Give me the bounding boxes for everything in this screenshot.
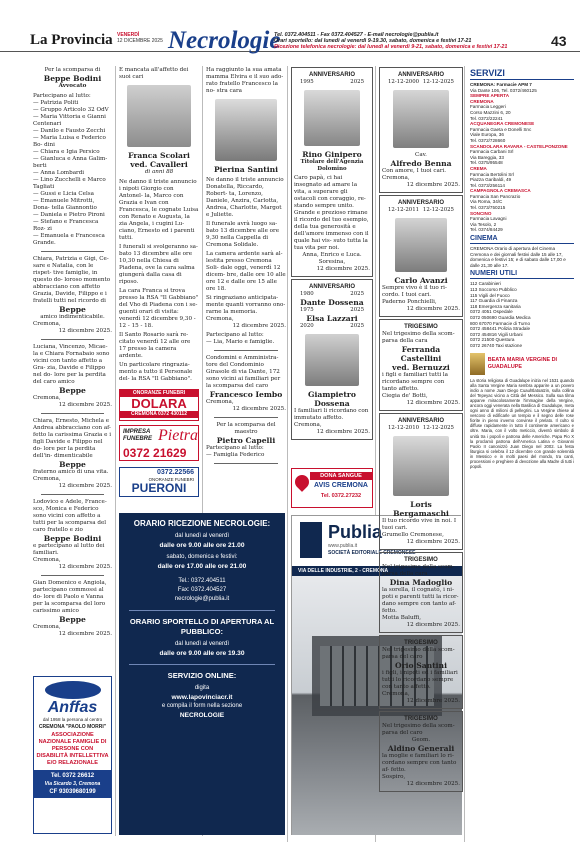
deceased-name-married: ved. Bernuzzi bbox=[392, 363, 450, 372]
publia-logo-mark bbox=[300, 522, 322, 558]
year-end: 2025 bbox=[350, 323, 364, 329]
notice-place: Cremona, bbox=[33, 476, 61, 482]
pharmacy-line: Farmacia Carbani Srl bbox=[470, 149, 514, 155]
pharmacy-line: Farmacia Bertolini Srl bbox=[470, 171, 514, 177]
deceased-name: Beppe bbox=[59, 460, 86, 469]
pharmacy-heading: CREMONA: Farmacie APM 7 bbox=[470, 82, 532, 87]
deceased-name: Aldino Generali bbox=[387, 744, 455, 753]
online-url[interactable]: www.lapovinciacr.it bbox=[171, 694, 233, 701]
pueroni-ad bbox=[119, 467, 199, 497]
list-item: — Maria Vittoria e Gianni Centenari bbox=[33, 114, 106, 127]
year-start: 2020 bbox=[300, 323, 314, 329]
notice-label: ANNIVERSARIO bbox=[308, 72, 355, 78]
pharmacy-line: Tel. 0373/750215 bbox=[470, 205, 506, 211]
newspaper-logo: La Provincia bbox=[30, 32, 113, 48]
list-item: — Stefano e Francesca Roz- zi bbox=[33, 219, 99, 232]
pharmacy-line: SEMPRE APERTA bbox=[470, 93, 510, 99]
dolara-name: DOLARA bbox=[131, 396, 187, 411]
notice-text: Lodovico e Adele, France- sco, Monica e Federico sono vicini con affetto a tutti per la scomparsa del caro fratello e zio bbox=[33, 499, 107, 533]
deceased-name: Beppe bbox=[59, 305, 86, 314]
date-end: 12-12-2025 bbox=[422, 79, 454, 85]
contact-line-3: Ricezione telefonica necrologie: dal lunedì al venerdì 9-21, sabato, domenica e festivi 17-21 bbox=[274, 44, 508, 51]
pharmacy-line: Tel. 0372/728660 bbox=[470, 137, 506, 143]
obituary-notice bbox=[33, 67, 112, 247]
year-start: 1975 bbox=[300, 307, 314, 313]
anffas-ad bbox=[33, 676, 112, 834]
services-sidebar bbox=[470, 67, 574, 469]
notice-text: la sorella, il cognato, i ni- poti e parenti tutti la ricor- dano sempre con tanto af- fetto. bbox=[382, 587, 459, 614]
list-item: — Patrizia Politi bbox=[33, 100, 79, 106]
funeral-info: I funerali si svolgeranno sa- bato 13 dicembre alle ore 10,30 nella Chiesa di Piadena, ove la cara salma giungerà dalla casa di riposo. bbox=[119, 244, 198, 285]
deceased-name: Dina Madoglio bbox=[389, 578, 453, 587]
list-item: — Emanuela e Francesca Grande. bbox=[33, 233, 105, 246]
pharmacy-line: SONCINO bbox=[470, 210, 492, 216]
phone-number: 113 Soccorso Pubblico bbox=[470, 287, 517, 292]
dolara-phone: CREMONA 0372 430112 bbox=[120, 411, 198, 418]
anniversary-notice bbox=[379, 195, 463, 317]
date-start: 12-12-2010 bbox=[388, 425, 420, 431]
notice-text: I familiari li ricordano con immutato affetto. bbox=[294, 408, 369, 421]
cinema-text: CREMONA Orario di apertura del Cinema Cremona e dei giornali festivi dalle 15 alle 17, domenica e festivi 15; e di sabato dalle 17,00 e dalle 21,30 alle 17. bbox=[470, 246, 566, 268]
separator bbox=[214, 417, 278, 418]
pharmacy-line: Via Roma, 34/C bbox=[470, 199, 503, 205]
deceased-name: Rino Ginipero bbox=[302, 150, 362, 159]
pharmacy-list bbox=[470, 88, 574, 233]
page-header bbox=[0, 0, 580, 52]
notice-date: 12 dicembre 2025. bbox=[406, 400, 460, 406]
deceased-title: Avvocato bbox=[58, 83, 87, 89]
section-title: Necrologie bbox=[168, 27, 281, 54]
deceased-honorific: Cav. bbox=[415, 152, 427, 158]
trigesimo-notice bbox=[379, 552, 463, 633]
trigesimo-notice bbox=[379, 319, 463, 411]
list-intro: Partecipano al lutto: bbox=[206, 332, 264, 338]
deceased-photo bbox=[393, 436, 449, 496]
notice-text: Ne danno il triste annuncio Donatella, Riccardo, Robert- ta, Lorenzo, Daniele, Anzira, Carlotta, Andrea, Charlotte, Margot e Juliette. bbox=[206, 177, 284, 218]
funeral-info: Il funerale avrà luogo sa- bato 13 dicembre alle ore 9,30 nella Cappella di Cremona Solidale. bbox=[206, 221, 280, 248]
pueroni-name: PUERONI bbox=[131, 481, 187, 495]
notice-text: i figli e familiari tutti la ricordano sempre con tanto affetto. bbox=[382, 372, 449, 392]
deceased-name: Giampietro Dossena bbox=[308, 390, 356, 408]
pharmacy-line: Tel. 0373/256114 bbox=[470, 182, 505, 188]
separator bbox=[214, 463, 278, 464]
obituary-notice bbox=[33, 499, 112, 571]
pueroni-subtitle: ONORANZE FUNEBRI bbox=[148, 477, 194, 482]
notice-date: 12 dicembre 2025. bbox=[406, 698, 460, 704]
pharmacy-line: Tel. 0375/95548 bbox=[470, 160, 503, 166]
notice-intro: Nel trigesimo della scom- parsa della cara bbox=[382, 564, 455, 577]
separator bbox=[41, 575, 104, 576]
anniversary-notice bbox=[291, 67, 373, 277]
pharmacy-line: CREMONA bbox=[470, 98, 494, 104]
anffas-fiscal-code: CF 93039680199 bbox=[49, 789, 96, 795]
anffas-association: ASSOCIAZIONE NAZIONALE FAMIGLIE DI PERSONE CON DISABILITÀ INTELLETTIVA E/O RELAZIONALE bbox=[36, 732, 109, 766]
notice-text: Con amore, I tuoi cari. bbox=[382, 168, 447, 174]
notice-text: amico indimenticabile. bbox=[40, 314, 105, 320]
notice-text: Il tuo ricordo vive in noi. I tuoi cari. bbox=[382, 518, 457, 531]
notice-place: Soresina, bbox=[318, 259, 346, 265]
obituary-column-5 bbox=[379, 67, 463, 794]
notice-place: Cremona, bbox=[206, 399, 234, 405]
notice-date: 12 dicembre 2025. bbox=[316, 429, 370, 435]
list-intro: Partecipano al lutto: bbox=[33, 93, 91, 99]
pietra-impresa: IMPRESA bbox=[123, 429, 151, 435]
anniversary-notice bbox=[379, 67, 463, 193]
obituary-column-2 bbox=[119, 67, 199, 385]
notice-date: 12 dicembre 2025. bbox=[58, 328, 112, 334]
date-end: 12-12-2025 bbox=[422, 207, 454, 213]
online-step-2: e compila il form nella sezione bbox=[161, 703, 243, 709]
pharmacy-line: Viale Europa, 36 bbox=[470, 132, 504, 138]
year-end: 2025 bbox=[350, 291, 364, 297]
contact-line-2: Orari sportello: dal lunedì al venerdì 9-19.30, sabato, domenica e festivi 17-21 bbox=[274, 38, 472, 45]
contact-line-1: Tel. 0372.404511 - Fax 0372.404527 - E-mail necrologie@publia.it bbox=[274, 32, 439, 38]
reception-weekend-hours: dalle ore 17.00 alle ore 21.00 bbox=[157, 563, 247, 570]
pharmacy-line: CAMPAGNOLA CREMASCA bbox=[470, 188, 531, 194]
anffas-logo bbox=[45, 681, 101, 699]
column-divider bbox=[464, 66, 465, 842]
useful-numbers-list bbox=[470, 281, 574, 348]
counter-title: ORARIO SPORTELLO DI APERTURA AL PUBBLICO: bbox=[129, 617, 275, 636]
anffas-address: Via Sicardo 3, Cremona bbox=[44, 781, 101, 787]
notice-place: Motta Baluffi, bbox=[382, 615, 422, 621]
list-item: — Chiara e Igia Persico bbox=[33, 149, 100, 155]
list-item: — Anna Lombardi bbox=[33, 170, 85, 176]
deceased-name: Carlo Avanzi bbox=[394, 276, 448, 285]
reception-title: ORARIO RICEZIONE NECROLOGIE: bbox=[133, 519, 271, 528]
notice-text: i figli, i nipoti ed i familiari tutti lo ricordano sempre con tanto affetto. bbox=[382, 670, 458, 690]
avis-name: AVIS CREMONA bbox=[314, 482, 368, 489]
publia-name: Publia bbox=[328, 522, 383, 542]
notice-text: Ne danno il triste annuncio i nipoti Giorgio con Antonel- la, Marco con Grazia e Ivan con Francesca, le cognate Luisa con Renato e Augusta, la zia Angela, i cugini Lu- ciano, Ernesto ed i parenti tutti. bbox=[119, 179, 199, 241]
notice-date: 12 dicembre 2025. bbox=[406, 539, 460, 545]
separator bbox=[214, 350, 278, 351]
notice-date: 12 dicembre 2025. bbox=[58, 631, 112, 637]
notice-label: TRIGESIMO bbox=[404, 324, 438, 330]
pharmacy-line: Via Dante 106, Tel. 0372/460125 bbox=[470, 87, 537, 93]
obituary-notice bbox=[33, 256, 112, 335]
pharmacy-line: Piazza Garibaldi, 49 bbox=[470, 177, 512, 183]
deceased-name-married: ved. Cavalleri bbox=[130, 160, 188, 169]
notice-place: Cremona, bbox=[382, 691, 410, 697]
deceased-photo bbox=[215, 99, 277, 161]
notice-text: fraterno amico di una vita. bbox=[33, 469, 109, 475]
deceased-photo bbox=[127, 85, 191, 147]
pharmacy-line: Farmacia Gaeta e Donelli Snc bbox=[470, 126, 532, 132]
notice-intro: Per la scomparsa di bbox=[44, 67, 101, 73]
reception-email: necrologie@publia.it bbox=[174, 596, 230, 602]
notice-date: 12 dicembre 2025. bbox=[406, 622, 460, 628]
deceased-name: Alfredo Benna bbox=[390, 159, 452, 168]
notice-intro: Per la scomparsa del maestro bbox=[216, 422, 276, 435]
anffas-name: Anffas bbox=[47, 699, 98, 716]
date-start: 12-12-2011 bbox=[388, 207, 420, 213]
obituary-notice bbox=[33, 344, 112, 409]
notice-label: TRIGESIMO bbox=[404, 716, 438, 722]
notice-place: Paderno Ponchielli, bbox=[382, 299, 437, 305]
counter-hours: dalle ore 9.00 alle ore 19.30 bbox=[159, 650, 245, 657]
publia-website: www.publia.it bbox=[328, 543, 358, 549]
deceased-name: Ferranda Castellini bbox=[400, 345, 442, 363]
notice-date: 12 dicembre 2025. bbox=[58, 483, 112, 489]
visiting-info: La camera ardente sarà al- lestita presso Cremona Soli- dale oggi, venerdì 12 dicem- bre, dalle ore 10 alle ore 12 e dalle ore 15 alle ore 18. bbox=[206, 251, 286, 292]
phone-number: 0372 26740 Taxi stazione bbox=[470, 342, 523, 348]
phone-number: 118 Emergenza sanitaria bbox=[470, 303, 521, 309]
list-item: — Lino Zucchelli e Marco Tagliati bbox=[33, 177, 106, 190]
deceased-photo bbox=[395, 218, 447, 272]
separator bbox=[41, 494, 104, 495]
obituary-column-4 bbox=[291, 67, 373, 442]
saint-image bbox=[470, 353, 485, 375]
notice-place: Cremona, bbox=[294, 422, 322, 428]
obituary-column-1 bbox=[33, 67, 112, 638]
notice-place: Cremona, bbox=[33, 395, 61, 401]
rosary-info: Il Santo Rosario sarà re- citato venerdì 12 alle ore 17 presso la camera ardente. bbox=[119, 332, 191, 359]
pharmacy-line: Via Tesolo, 2 bbox=[470, 221, 497, 227]
notice-date: 12 dicembre 2025. bbox=[58, 402, 112, 408]
reception-hours: dalle ore 9.00 alle ore 21.00 bbox=[159, 542, 245, 549]
notice-place: Sospiro, bbox=[382, 774, 406, 780]
notice-date: 12 dicembre 2025. bbox=[406, 781, 460, 787]
counter-days: dal lunedì al venerdì bbox=[174, 641, 230, 647]
pharmacy-line: Tel. 0374/84429 bbox=[470, 227, 503, 233]
deceased-title: Titolare dell'Agenzia Dolomino bbox=[300, 159, 364, 172]
reception-phone: Tel.: 0372.404511 bbox=[178, 578, 226, 584]
blood-donation-ad bbox=[291, 468, 373, 508]
condolence-list bbox=[33, 100, 112, 247]
cinema-heading: CINEMA bbox=[470, 234, 574, 244]
reception-fax: Fax: 0372.404527 bbox=[177, 587, 227, 593]
trigesimo-notice bbox=[379, 711, 463, 792]
list-item: — Emanuele Mitrotti, Dona- tella Giannontio bbox=[33, 198, 97, 211]
notice-date: 12 dicembre 2025. bbox=[58, 564, 112, 570]
list-item: — Lia, Mario e famiglie. bbox=[206, 339, 275, 345]
separator bbox=[41, 413, 104, 414]
notice-text: Chiara, Patrizia e Gigi, Ce- sare e Natalia, con le rispet- tive famiglie, in questo do- loroso momento abbracciano con affetto Grazia, Davide, Filippo e i fratelli tutti nel ricordo di bbox=[33, 256, 111, 304]
online-step-1: digita bbox=[194, 685, 210, 691]
phone-number: 112 Carabinieri bbox=[470, 281, 501, 287]
deceased-name: Pietro Capelli bbox=[216, 436, 276, 445]
issue-date bbox=[117, 32, 163, 44]
phone-number: 0372 454816 Vigili Urbani bbox=[470, 331, 523, 337]
thanks-text: Si ringraziano anticipata- mente quanti vorranno ono- rarne la memoria. bbox=[206, 295, 286, 315]
notice-text: la moglie e familiari lo ri- cordano sempre con tanto af- fetto. bbox=[382, 753, 457, 773]
notice-date: 12 dicembre 2025. bbox=[232, 406, 286, 412]
separator bbox=[41, 339, 104, 340]
list-intro: Partecipano al lutto: bbox=[206, 445, 264, 451]
list-item: — Danilo e Fausto Zecchi bbox=[33, 128, 106, 134]
deceased-name: Dante Dossena bbox=[300, 298, 364, 307]
notice-place: Cremona, bbox=[33, 557, 61, 563]
notice-intro: Nel trigesimo della scom- parsa del caro bbox=[382, 647, 455, 660]
notice-text: Condomini e Amministra- tore del Condominio Girasole di via Dante, 172 sono vicini ai familiari per la scomparsa del caro bbox=[206, 355, 281, 389]
notice-label: ANNIVERSARIO bbox=[308, 284, 355, 290]
phone-number: 0372 4051 Ospedale bbox=[470, 309, 513, 315]
phone-number: 115 Vigili del Fuoco bbox=[470, 292, 510, 298]
pharmacy-line: Farmacia Leggeri bbox=[470, 104, 506, 110]
pietra-funebre: FUNEBRE bbox=[123, 436, 153, 442]
phone-number: 117 Guardia di Finanza bbox=[470, 298, 518, 304]
notice-intro: Nel trigesimo della scom- parsa della cara bbox=[382, 331, 455, 344]
notice-date: 12 dicembre 2025. bbox=[316, 266, 370, 272]
pharmacy-line: Via Bareggia, 33 bbox=[470, 154, 504, 160]
notice-label: ANNIVERSARIO bbox=[397, 200, 444, 206]
anffas-phone: Tel. 0372 26612 bbox=[50, 773, 95, 779]
date-end: 12-12-2025 bbox=[422, 425, 454, 431]
list-item: — Gussi e Licia Celsa bbox=[33, 191, 94, 197]
deceased-name: Elsa Lazzari bbox=[306, 314, 358, 323]
publia-tagline: SOCIETÀ EDITORIALE CREMONESE bbox=[328, 550, 416, 556]
deceased-photo bbox=[304, 90, 360, 146]
separator bbox=[41, 251, 104, 252]
anffas-city: CREMONA "PAOLO MORRI" bbox=[38, 724, 107, 730]
deceased-name: Francesco Iembo bbox=[209, 390, 283, 399]
notice-place: Cremona, bbox=[382, 175, 410, 181]
obituary-column-3 bbox=[206, 67, 286, 467]
notice-label: ANNIVERSARIO bbox=[397, 72, 444, 78]
notice-signature: Anna, Enrico e Luca. bbox=[302, 252, 362, 258]
saint-text: La storia religiosa di Guadalupe inizia nel 1531 quando alla Santa Vergine Maria sembra apparire a un povero indio a nome Juan Diego Cuauhtlatoatzin, sulla collina del Tepeyac vicino a Città del Messico. Sulla sua tilma apparve miracolosamente l'immagine della Vergine, ancora oggi venerata nella Basilica di Guadalupe, meta ogni anno di milioni di pellegrini. La Vergine chiese al vescovo di edificarle un tempio e il segno delle rose fiorite in pieno inverno convinse il prelato. Il culto si diffuse rapidamente in tutto il continente americano e oltre. Maria, con il volto meticcio, diventò simbolo di unità tra i popoli e patrona delle Americhe. Papa Pio X la proclamò patrona dell'America Latina e Giovanni Paolo II canonizzò Juan Diego nel 2002. La festa liturgica si celebra il 12 dicembre con grande solennità in Messico e in molti paesi del mondo, tra canti, processioni e preghiere di devozione alla Madre di tutti i popoli. bbox=[470, 377, 574, 470]
phone-number: 0372 050690 Guardia Medica bbox=[470, 314, 531, 320]
deceased-honorific: Geom. bbox=[411, 737, 431, 743]
notice-intro: È mancata all'affetto dei suoi cari bbox=[119, 67, 189, 80]
notice-intro: Nel trigesimo della scom- parsa del caro bbox=[382, 723, 455, 736]
notice-text: Gian Domenico e Angiola, partecipano commossi al do- lore di Paolo e Vanna per la scomparsa del loro carissimo amico bbox=[33, 580, 107, 614]
online-section: NECROLOGIE bbox=[179, 712, 225, 719]
contact-info bbox=[274, 32, 544, 51]
avis-phone: Tel. 0372.27232 bbox=[320, 493, 362, 499]
year-start: 1995 bbox=[300, 79, 314, 85]
notice-label: TRIGESIMO bbox=[404, 557, 438, 563]
dolara-heading: ONORANZE FUNEBRI bbox=[120, 390, 198, 397]
phone-number: 800 67070 Farmacie di Turno bbox=[470, 320, 531, 326]
list-item: — Gianluca e Anna Galim- berti bbox=[33, 156, 108, 169]
list-item: — Maria Luisa e Federico Bo- dini bbox=[33, 135, 106, 148]
notice-text: Chiara, Ernesto, Michela e Andrea abbracciano con af- fetto la carissima Grazia e i figli Davide e Filippo nel do- lore per la perdita dell'in- dimenticabile bbox=[33, 418, 112, 459]
notice-place: Ciegia de' Botti, bbox=[382, 393, 428, 399]
year-end: 2025 bbox=[350, 79, 364, 85]
notice-date: 12 dicembre 2025. bbox=[406, 306, 460, 312]
column-divider bbox=[287, 66, 288, 842]
opening-hours-ad bbox=[119, 513, 285, 835]
numbers-heading: NUMERI UTILI bbox=[470, 269, 574, 279]
notice-date: 12 dicembre 2025. bbox=[232, 323, 286, 329]
thanks-text: Un particolare ringrazia- mento a tutto il Personale del- la RSA "Il Gabbiano". bbox=[119, 362, 193, 382]
notice-label: ANNIVERSARIO bbox=[397, 418, 444, 424]
phone-number: 0372 458441 Polizia Stradale bbox=[470, 326, 531, 332]
pharmacy-line: ACQUANEGRA CREMONESE bbox=[470, 121, 535, 127]
visiting-info: La cara Franca si trova presso la RSA "Il Gabbiano" del Vho di Piadena con i se- guenti orari di visita: venerdì 12 dicembre 9,30 - 12 - 15 - 18. bbox=[119, 288, 199, 329]
list-item: — Famiglia Federico bbox=[206, 452, 265, 458]
year-end: 2025 bbox=[350, 307, 364, 313]
deceased-name: Orio Santini bbox=[395, 661, 447, 670]
saint-heading: BEATA MARIA VERGINE DI GUADALUPE bbox=[487, 357, 557, 370]
weekday: VENERDÌ bbox=[117, 32, 140, 38]
deceased-photo bbox=[393, 90, 449, 148]
trigesimo-notice bbox=[379, 635, 463, 709]
notice-text: Sempre vivo è il tuo ri- cordo. I tuoi cari. bbox=[382, 285, 447, 298]
deceased-name: Pierina Santini bbox=[213, 165, 279, 174]
deceased-age: di anni 88 bbox=[144, 169, 174, 175]
pharmacy-line: Farmacia Lavagni bbox=[470, 216, 507, 222]
deceased-name: Beppe Bodini bbox=[43, 74, 102, 83]
deceased-name: Franca Scolari bbox=[128, 151, 190, 160]
anniversary-notice bbox=[291, 279, 373, 440]
notice-text: Luciana, Vincenzo, Micae- la e Chiara Fornabaio sono vicini con tanto affetto a Gra- zia, Davide e Filippo nel do- lore per la perdita del caro amico bbox=[33, 344, 110, 385]
deceased-photo bbox=[305, 334, 359, 386]
year-start: 1980 bbox=[300, 291, 314, 297]
notice-date: 12 dicembre 2025. bbox=[406, 182, 460, 188]
pharmacy-line: SCANDOLARA RAVARA - CASTELPONZONE bbox=[470, 143, 568, 149]
column-divider bbox=[115, 66, 116, 836]
blood-heading: DONA SANGUE bbox=[310, 472, 372, 480]
phone-number: 0372 21500 Questura bbox=[470, 337, 515, 343]
notice-intro: Ha raggiunto la sua amata mamma Elvira e il suo ado- rato fratello Francesco la no- stra cara bbox=[206, 67, 284, 94]
reception-days: dal lunedì al venerdì bbox=[174, 533, 230, 539]
dolara-ad bbox=[119, 389, 199, 421]
pharmacy-line: Tel. 0372/22241 bbox=[470, 115, 503, 121]
deceased-name: Beppe bbox=[59, 615, 86, 624]
anniversary-notice bbox=[379, 413, 463, 550]
deceased-name: Loris Bergamaschi bbox=[393, 500, 449, 518]
list-item: — Daniela e Pietro Pironi bbox=[33, 212, 105, 218]
list-item: — Gruppo Articolo 32 OdV bbox=[33, 107, 109, 113]
pharmacy-line: Corso Mazzini 6, 20 bbox=[470, 109, 511, 115]
pietra-ad bbox=[119, 425, 199, 461]
anffas-motto: dal 1958 la persona al centro bbox=[42, 717, 103, 722]
publia-address: VIA DELLE INDUSTRIE, 2 - CREMONA bbox=[292, 566, 462, 576]
online-title: SERVIZIO ONLINE: bbox=[167, 671, 237, 680]
deceased-name: Beppe bbox=[59, 386, 86, 395]
date-text: 12 DICEMBRE 2025 bbox=[117, 38, 163, 44]
reception-weekend: sabato, domenica e festivi: bbox=[166, 554, 238, 560]
pharmacy-line: Farmacia San Pancrazio bbox=[470, 193, 521, 199]
services-title: SERVIZI bbox=[470, 68, 574, 80]
notice-place: Grumello Cremonese, bbox=[382, 532, 444, 538]
pueroni-phone: 0372.22566 bbox=[157, 469, 194, 476]
notice-text: e partecipano al lutto dei familiari. bbox=[33, 543, 105, 556]
obituary-notice bbox=[33, 580, 112, 638]
deceased-name: Beppe Bodini bbox=[43, 534, 102, 543]
pietra-name: Pietra bbox=[158, 427, 198, 444]
date-start: 12-12-2000 bbox=[388, 79, 420, 85]
pietra-phone: 0372 21629 bbox=[123, 446, 187, 460]
notice-place: Cremona, bbox=[33, 321, 61, 327]
page-number: 43 bbox=[551, 33, 567, 49]
pharmacy-line: CREMA bbox=[470, 165, 487, 171]
blood-drop-icon bbox=[292, 472, 312, 492]
notice-label: TRIGESIMO bbox=[404, 640, 438, 646]
notice-place: Cremona, bbox=[206, 316, 234, 322]
notice-text: Caro papà, ci hai insegnato ad amare la vita, a superare gli ostacoli con coraggio, re- stando sempre unito. Grande e prezioso rimane il ricordo del tuo esempio, della tua generosità e dell'amore immenso con il quale hai vis- suto tutta la tua vita per noi. bbox=[294, 175, 369, 251]
obituary-notice bbox=[33, 418, 112, 490]
notice-place: Cremona, bbox=[33, 624, 61, 630]
